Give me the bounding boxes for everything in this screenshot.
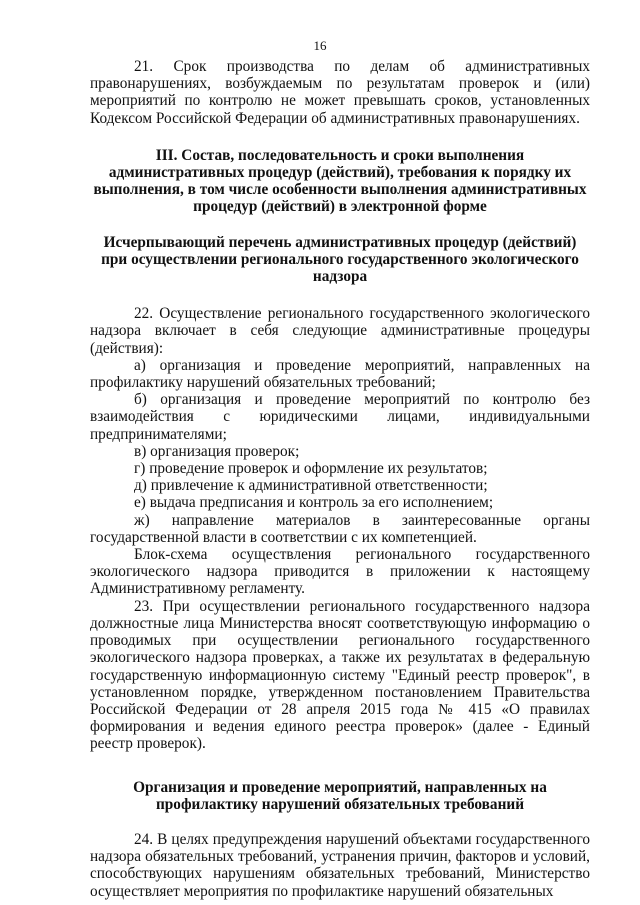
subheading-prevention: Организация и проведение мероприятий, направленных на профилактику нарушений обязательных требований — [133, 778, 547, 813]
paragraph-21: 21. Срок производства по делам об административных правонарушениях, возбуждаемым по результатам проверок и (или) мероприятий по контролю не может превышать сроков, установленных Кодексом Российской Федерации об административных правонарушениях. — [90, 58, 590, 127]
list-item: б) организация и проведение мероприятий по контролю без взаимодействия с юридическими лицами, индивидуальными предпринимателями; — [90, 391, 590, 443]
subheading-procedures-list: Исчерпывающий перечень административных процедур (действий) при осуществлении регионального государственного экологического надзора — [101, 233, 579, 286]
page-number: 16 — [313, 38, 327, 53]
section-heading: III. Состав, последовательность и сроки выполнения административных процедур (действий), требования к порядку их выполнения, в том числе особенности выполнения административных процедур (действий) в электронной форме — [93, 146, 587, 216]
list-item: в) организация проверок; — [134, 442, 300, 460]
document-body — [90, 58, 590, 900]
paragraph-23: 23. При осуществлении регионального государственного надзора должностные лица Министерства вносят соответствующую информацию о проводимых при осуществлении регионального государственного экологического надзора проверках, а также их результатах в федеральную государственную информационную систему "Единый реестр проверок", в установленном порядке, утвержденном постановлением Правительства Российской Федерации от 28 апреля 2015 года № 415 «О правилах формирования и ведения единого реестра проверок» (далее - Единый реестр проверок). — [90, 597, 590, 753]
paragraph-22-intro: 22. Осуществление регионального государственного экологического надзора включает в себя следующие административные процедуры (действия): — [90, 305, 590, 357]
list-item: ж) направление материалов в заинтересованные органы государственной власти в соответствии с их компетенцией. — [90, 511, 590, 546]
list-item: г) проведение проверок и оформление их результатов; — [134, 460, 488, 478]
list-item: а) организация и проведение мероприятий, направленных на профилактику нарушений обязательных требований; — [90, 356, 590, 392]
paragraph-24: 24. В целях предупреждения нарушений объектами государственного надзора обязательных требований, устранения причин, факторов и условий, способствующих нарушениям обязательных требований, Министерство осуществляет мероприятия по профилактике нарушений обязательных — [90, 830, 590, 900]
list-item: д) привлечение к административной ответственности; — [134, 477, 488, 495]
paragraph-block-scheme: Блок-схема осуществления регионального государственного экологического надзора приводится в приложении к настоящему Административному регламенту. — [90, 546, 590, 598]
list-item: е) выдача предписания и контроль за его исполнением; — [134, 494, 494, 512]
